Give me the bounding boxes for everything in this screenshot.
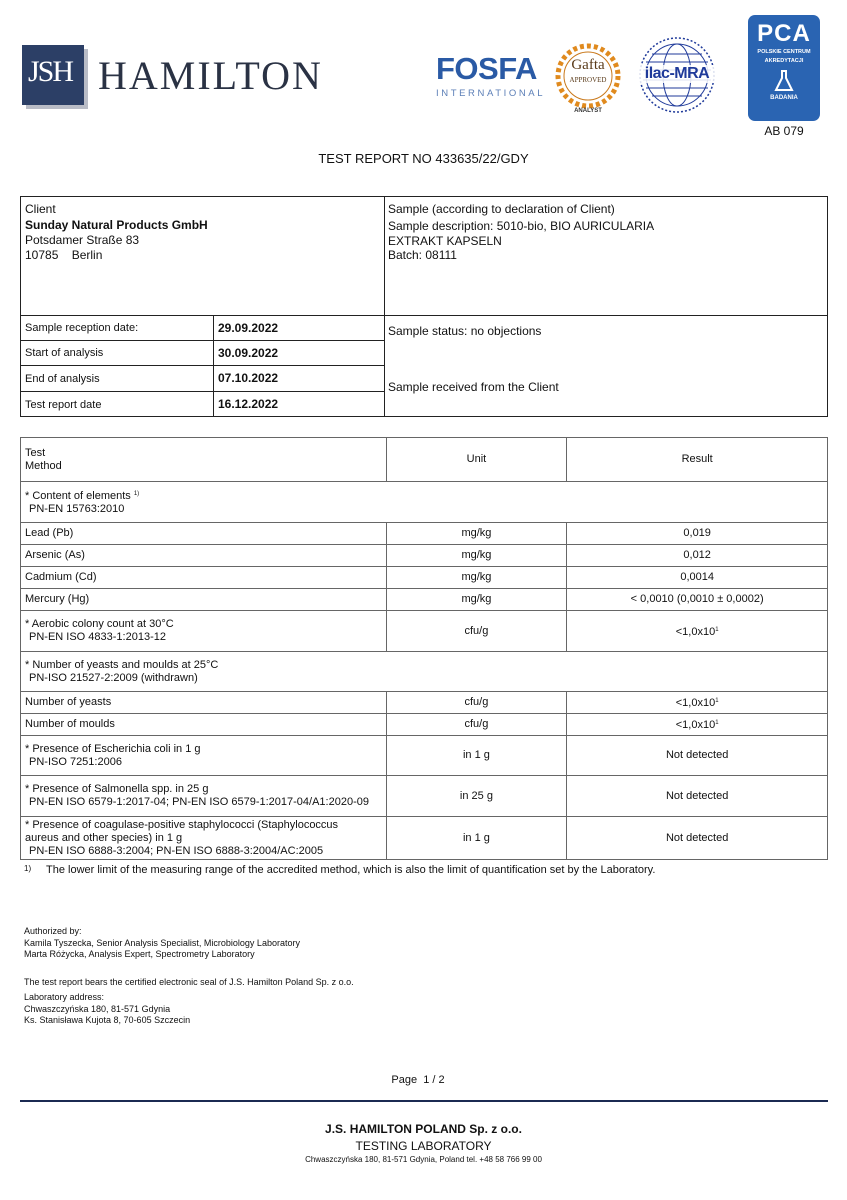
element-result-cadmium: 0,0014 xyxy=(567,567,828,589)
box-divider-vertical xyxy=(384,196,385,417)
table-row xyxy=(21,714,828,736)
dates-row-line-2 xyxy=(20,365,384,366)
sample-description-2: EXTRAKT KAPSELN xyxy=(388,234,502,248)
box-divider-horizontal xyxy=(20,315,828,316)
header-unit: Unit xyxy=(386,438,567,482)
table-row xyxy=(21,545,828,567)
hamilton-brand-name: HAMILTON xyxy=(98,53,323,98)
footer-lab: TESTING LABORATORY xyxy=(355,1139,492,1153)
header-test-method xyxy=(21,438,387,482)
staph-test-cell xyxy=(21,817,387,860)
yeasts-result-cell xyxy=(567,692,828,714)
table-row xyxy=(21,611,828,652)
footer-company: J.S. HAMILTON POLAND Sp. z o.o. xyxy=(325,1122,522,1136)
ilac-mra-logo xyxy=(634,36,720,114)
date-label-end: End of analysis xyxy=(25,373,100,385)
ecoli-method: PN-ISO 7251:2006 xyxy=(29,755,122,768)
sample-description-1: Sample description: 5010-bio, BIO AURICULARIA xyxy=(388,219,655,233)
gafta-analyst-text: ANALYST xyxy=(574,108,602,114)
aerobic-unit: cfu/g xyxy=(386,611,567,652)
element-name-lead: Lead (Pb) xyxy=(21,523,387,545)
seal-note: The test report bears the certified electronic seal of J.S. Hamilton Poland Sp. z o.o. xyxy=(24,977,354,987)
aerobic-result-exponent: 1 xyxy=(715,626,719,633)
logo-letters: JSH xyxy=(28,55,73,88)
date-value-end: 07.10.2022 xyxy=(218,371,279,385)
fosfa-sub-text: INTERNATIONAL xyxy=(436,88,546,99)
header-test: Test xyxy=(25,446,46,459)
elements-group-method: PN-EN 15763:2010 xyxy=(29,503,125,515)
element-unit-cadmium: mg/kg xyxy=(386,567,567,589)
ecoli-result: Not detected xyxy=(567,736,828,776)
element-result-lead: 0,019 xyxy=(567,523,828,545)
table-row xyxy=(21,736,828,776)
yeasts-unit: cfu/g xyxy=(386,692,567,714)
element-name-mercury: Mercury (Hg) xyxy=(21,589,387,611)
page-number: Page 1 / 2 xyxy=(391,1074,445,1086)
gafta-logo xyxy=(553,40,623,120)
pca-line-2: AKREDYTACJI xyxy=(764,58,804,64)
element-unit-lead: mg/kg xyxy=(386,523,567,545)
yeasts-group-method: PN-ISO 21527-2:2009 (withdrawn) xyxy=(29,671,198,684)
table-row xyxy=(21,567,828,589)
results-table xyxy=(20,437,828,860)
footnote-text: The lower limit of the measuring range of the accredited method, which is also the limit of quantification set by the Laboratory. xyxy=(46,864,656,876)
element-result-arsenic: 0,012 xyxy=(567,545,828,567)
authorized-label: Authorized by: xyxy=(24,926,82,936)
header-method: Method xyxy=(25,459,62,472)
gafta-main-text: Gafta xyxy=(571,57,605,73)
staph-result: Not detected xyxy=(567,817,828,860)
footnote-marker: 1) xyxy=(24,864,32,873)
aerobic-method: PN-EN ISO 4833-1:2013-12 xyxy=(29,631,166,643)
date-value-reception: 29.09.2022 xyxy=(218,321,279,335)
gafta-approved-text: APPROVED xyxy=(569,76,607,84)
client-name: Sunday Natural Products GmbH xyxy=(25,218,208,232)
aerobic-test-cell xyxy=(21,611,387,652)
footer-divider xyxy=(20,1100,828,1102)
lab-address-line-2: Ks. Stanisława Kujota 8, 70-605 Szczecin xyxy=(24,1015,191,1025)
yeasts-group-cell xyxy=(21,652,828,692)
table-row xyxy=(21,652,828,692)
table-row xyxy=(21,692,828,714)
date-value-report: 16.12.2022 xyxy=(218,397,279,411)
dates-row-line-3 xyxy=(20,391,384,392)
table-row xyxy=(21,523,828,545)
header-result: Result xyxy=(567,438,828,482)
authorized-person-2: Marta Różycka, Analysis Expert, Spectrometry Laboratory xyxy=(24,949,255,959)
staph-method: PN-EN ISO 6888-3:2004; PN-EN ISO 6888-3:2004/AC:2005 xyxy=(29,844,324,857)
sample-status: Sample status: no objections xyxy=(388,324,542,338)
moulds-name: Number of moulds xyxy=(21,714,387,736)
yeasts-result-exponent: 1 xyxy=(715,698,719,704)
sample-batch: Batch: 08111 xyxy=(388,248,457,262)
salmonella-result: Not detected xyxy=(567,776,828,817)
yeasts-group-title: * Number of yeasts and moulds at 25°C xyxy=(25,658,219,671)
salmonella-method: PN-EN ISO 6579-1:2017-04; PN-EN ISO 6579-1:2017-04/A1:2020-09 xyxy=(29,796,369,808)
ecoli-unit: in 1 g xyxy=(386,736,567,776)
date-label-report: Test report date xyxy=(25,399,102,411)
flask-icon xyxy=(773,69,795,93)
client-street: Potsdamer Straße 83 xyxy=(25,233,140,247)
table-row xyxy=(21,589,828,611)
element-unit-mercury: mg/kg xyxy=(386,589,567,611)
moulds-unit: cfu/g xyxy=(386,714,567,736)
fosfa-logo xyxy=(436,52,546,102)
yeasts-result: <1,0x10 xyxy=(675,697,716,709)
ecoli-test-cell xyxy=(21,736,387,776)
ecoli-title: * Presence of Escherichia coli in 1 g xyxy=(25,742,201,755)
client-city: 10785 Berlin xyxy=(25,248,103,262)
staph-title-1: * Presence of coagulase-positive staphylococci (Staphylococcus xyxy=(25,818,339,831)
element-name-cadmium: Cadmium (Cd) xyxy=(21,567,387,589)
aerobic-result: <1,0x10 xyxy=(675,625,716,638)
accreditation-number: AB 079 xyxy=(764,124,804,138)
lab-address-line-1: Chwaszczyńska 180, 81-571 Gdynia xyxy=(24,1004,171,1014)
table-header-row xyxy=(21,438,828,482)
staph-title-2: aureus and other species) in 1 g xyxy=(25,831,183,844)
pca-main-text: PCA xyxy=(757,20,811,47)
moulds-result: <1,0x10 xyxy=(675,719,716,731)
pca-accreditation-badge xyxy=(748,15,820,121)
dates-row-line-1 xyxy=(20,340,384,341)
aerobic-title: * Aerobic colony count at 30°C xyxy=(25,618,174,630)
lab-address-label: Laboratory address: xyxy=(24,992,105,1002)
date-label-start: Start of analysis xyxy=(25,347,104,359)
authorized-person-1: Kamila Tyszecka, Senior Analysis Specialist, Microbiology Laboratory xyxy=(24,938,300,948)
element-unit-arsenic: mg/kg xyxy=(386,545,567,567)
element-result-mercury: < 0,0010 (0,0010 ± 0,0002) xyxy=(567,589,828,611)
report-title: TEST REPORT NO 433635/22/GDY xyxy=(318,151,529,166)
elements-group-title: * Content of elements xyxy=(25,490,134,502)
fosfa-main-text: FOSFA xyxy=(436,51,537,86)
date-label-reception: Sample reception date: xyxy=(25,322,139,334)
sample-label: Sample (according to declaration of Client) xyxy=(388,202,615,216)
pca-line-1: POLSKIE CENTRUM xyxy=(757,49,811,55)
footer-address: Chwaszczyńska 180, 81-571 Gdynia, Poland tel. +48 58 766 99 00 xyxy=(305,1155,542,1164)
ilac-mra-text: ilac-MRA xyxy=(634,65,720,83)
yeasts-name: Number of yeasts xyxy=(21,692,387,714)
table-row xyxy=(21,482,828,523)
pca-badania-text: BADANIA xyxy=(770,95,798,101)
staph-unit: in 1 g xyxy=(386,817,567,860)
elements-group-cell xyxy=(21,482,828,523)
moulds-result-cell xyxy=(567,714,828,736)
date-value-start: 30.09.2022 xyxy=(218,346,279,360)
elements-group-footnote-mark: 1) xyxy=(133,491,140,497)
table-row xyxy=(21,776,828,817)
sample-received: Sample received from the Client xyxy=(388,380,559,394)
table-row xyxy=(21,817,828,860)
salmonella-unit: in 25 g xyxy=(386,776,567,817)
client-label: Client xyxy=(25,202,56,216)
element-name-arsenic: Arsenic (As) xyxy=(21,545,387,567)
moulds-result-exponent: 1 xyxy=(715,720,719,726)
aerobic-result-cell xyxy=(567,611,828,652)
salmonella-test-cell xyxy=(21,776,387,817)
hamilton-logo-mark xyxy=(22,45,84,105)
salmonella-title: * Presence of Salmonella spp. in 25 g xyxy=(25,783,209,795)
